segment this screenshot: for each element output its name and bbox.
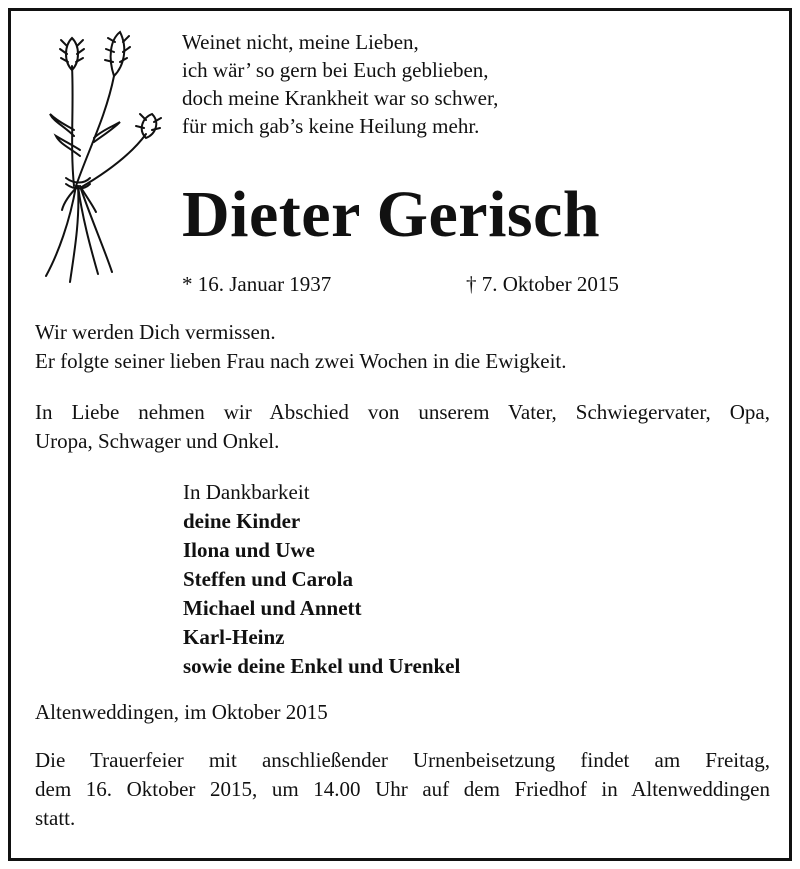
death-date: † 7. Oktober 2015 bbox=[466, 272, 619, 296]
signature-block bbox=[183, 478, 460, 681]
signature-intro: In Dankbarkeit bbox=[183, 480, 310, 504]
funeral-line: dem 16. Oktober 2015, um 14.00 Uhr auf dem Friedhof in Altenweddingen bbox=[35, 777, 770, 801]
farewell-line: Uropa, Schwager und Onkel. bbox=[35, 429, 280, 453]
message-paragraph bbox=[35, 318, 770, 376]
wheat-bundle-icon bbox=[34, 26, 174, 294]
signature-name: deine Kinder bbox=[183, 509, 301, 533]
signature-name: Michael und Annett bbox=[183, 596, 362, 620]
signature-name: Ilona und Uwe bbox=[183, 538, 315, 562]
poem-line: doch meine Krankheit war so schwer, bbox=[182, 86, 499, 110]
funeral-line: statt. bbox=[35, 806, 76, 830]
poem-line: ich wär’ so gern bei Euch geblieben, bbox=[182, 58, 489, 82]
signature-name: Karl-Heinz bbox=[183, 625, 285, 649]
message-line: Wir werden Dich vermissen. bbox=[35, 320, 276, 344]
funeral-paragraph bbox=[35, 746, 770, 833]
poem-line: für mich gab’s keine Heilung mehr. bbox=[182, 114, 480, 138]
funeral-line: Die Trauerfeier mit anschließender Urnenbeisetzung findet am Freitag, bbox=[35, 748, 770, 772]
birth-date: * 16. Januar 1937 bbox=[182, 272, 332, 296]
signature-name: sowie deine Enkel und Urenkel bbox=[183, 654, 461, 678]
message-line: Er folgte seiner lieben Frau nach zwei Wochen in die Ewigkeit. bbox=[35, 349, 567, 373]
signature-name: Steffen und Carola bbox=[183, 567, 353, 591]
deceased-name: Dieter Gerisch bbox=[182, 178, 601, 251]
farewell-paragraph bbox=[35, 398, 770, 456]
poem bbox=[182, 28, 498, 140]
farewell-line: In Liebe nehmen wir Abschied von unserem Vater, Schwiegervater, Opa, bbox=[35, 400, 770, 424]
place-date: Altenweddingen, im Oktober 2015 bbox=[35, 700, 328, 724]
poem-line: Weinet nicht, meine Lieben, bbox=[182, 30, 419, 54]
